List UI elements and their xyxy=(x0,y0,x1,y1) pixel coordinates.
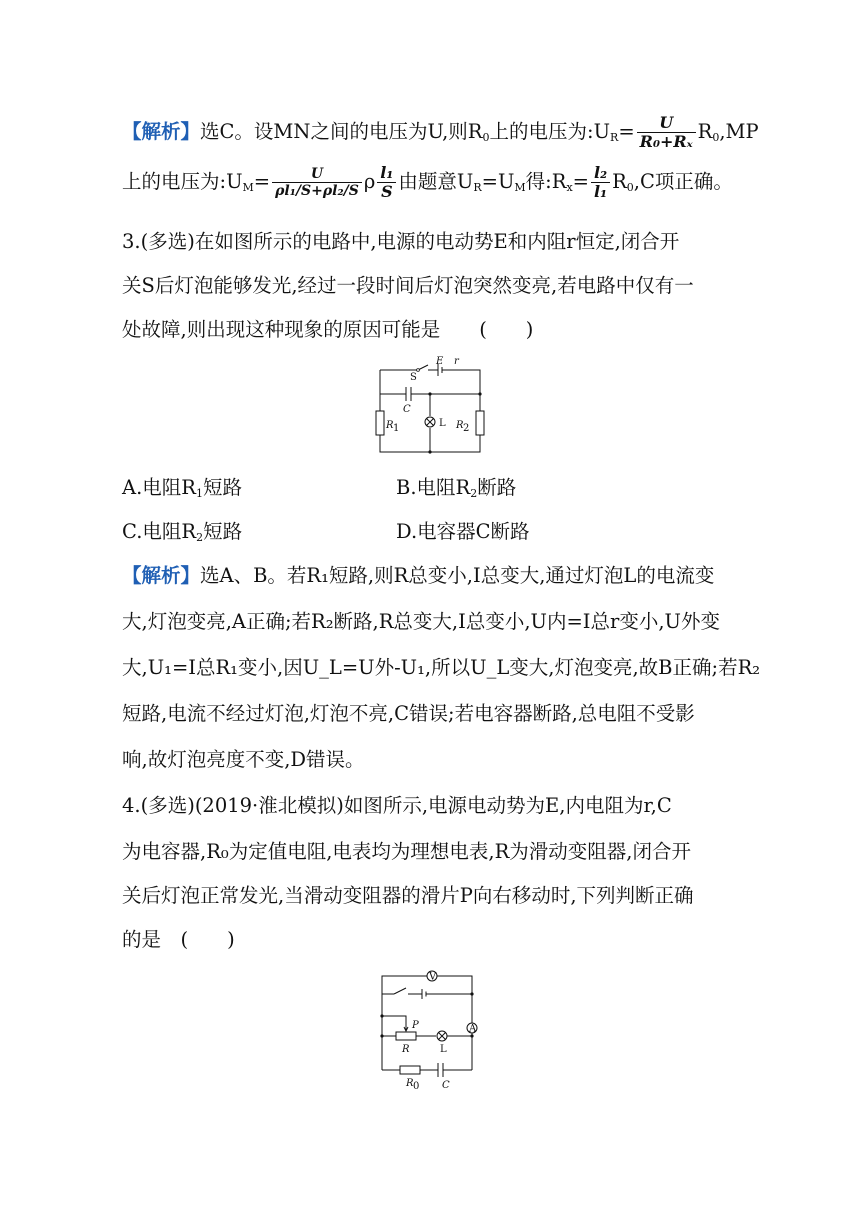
label-r: r xyxy=(454,356,459,367)
q3-stem-line-3: 处故障,则出现这种现象的原因可能是 ( ) xyxy=(122,318,534,341)
label-r2-sub: 2 xyxy=(463,423,470,434)
analysis-tag: 【解析】 xyxy=(122,120,201,143)
label-e: E xyxy=(436,356,444,367)
label-l: L xyxy=(439,418,446,429)
option-d: D.电容器C断路 xyxy=(396,520,530,543)
q4-circuit-diagram xyxy=(372,966,492,1090)
q3-analysis-line-2: 大,灯泡变亮,A正确;若R₂断路,R总变大,I总变小,U内=I总r变小,U外变 xyxy=(122,610,720,633)
q4-stem-line-3: 关后灯泡正常发光,当滑动变阻器的滑片P向右移动时,下列判断正确 xyxy=(122,884,694,907)
label-r0: R xyxy=(406,1078,414,1089)
q3-stem-line-2: 关S后灯泡能够发光,经过一段时间后灯泡突然变亮,若电路中仅有一 xyxy=(122,274,694,297)
q4-stem-line-4: 的是 ( ) xyxy=(122,928,235,951)
q3-circuit-diagram xyxy=(370,356,490,460)
fraction-l1-over-s: $\frac{\text{l₁}}{S}$ xyxy=(377,164,396,201)
option-c: C.电阻$R_2$短路 xyxy=(122,520,243,544)
label-r1-sub: 1 xyxy=(393,423,400,434)
analysis-tag: 【解析】 xyxy=(122,564,201,587)
q2-analysis-line-2: 上的电压为$:U_M=$ $\frac{U}{\text{ρl₁/S+ρl₂/S}}$ ρ $\frac{\text{l₁}}{S}$ 由题意$U_R=U_M$得$:R_x=$ $\frac{\text{l₂}}{\text{l₁}}$ $R_0,C$项正确。 xyxy=(122,163,733,201)
q3-analysis-line-4: 短路,电流不经过灯泡,灯泡不亮,C错误;若电容器断路,总电阻不受影 xyxy=(122,702,695,725)
label-ammeter: A xyxy=(469,1023,477,1035)
q3-analysis-line-5: 响,故灯泡亮度不变,D错误。 xyxy=(122,748,365,771)
option-a: A.电阻$R_1$短路 xyxy=(122,476,242,500)
q3-analysis-line-1: 【解析】选A、B。若R₁短路,则R总变小,I总变大,通过灯泡L的电流变 xyxy=(122,564,715,587)
q4-stem-line-2: 为电容器,R₀为定值电阻,电表均为理想电表,R为滑动变阻器,闭合开 xyxy=(122,840,691,863)
q4-stem-line-1: 4.(多选)(2019·淮北模拟)如图所示,电源电动势为E,内电阻为r,C xyxy=(122,794,672,817)
label-c: C xyxy=(403,404,411,415)
fraction-u-over-r0-rx: $\frac{U}{\text{R₀+Rₓ}}$ xyxy=(637,114,696,151)
fraction-l2-over-l1: $\frac{\text{l₂}}{\text{l₁}}$ xyxy=(591,164,610,201)
label-l: L xyxy=(440,1044,447,1055)
label-r: R xyxy=(402,1044,410,1055)
label-s: S xyxy=(410,372,417,383)
label-r0-sub: 0 xyxy=(413,1081,420,1090)
label-voltmeter: V xyxy=(429,971,437,983)
label-p: P xyxy=(412,1020,419,1031)
q3-analysis-line-3: 大,U₁=I总R₁变小,因U_L=U外-U₁,所以U_L变大,灯泡变亮,故B正确;若R₂ xyxy=(122,656,761,679)
option-b: B.电阻$R_2$断路 xyxy=(396,476,517,500)
q3-stem-line-1: 3.(多选)在如图所示的电路中,电源的电动势E和内阻r恒定,闭合开 xyxy=(122,230,680,253)
fraction-u-over-rho-sum: $\frac{U}{\text{ρl₁/S+ρl₂/S}}$ xyxy=(272,166,362,199)
label-c: C xyxy=(442,1080,450,1090)
q2-analysis-line-1: 【解析】选C。设MN之间的电压为U,则$R_0$上的电压为$:U_R=$ $\frac{U}{\text{R₀+Rₓ}}$ $R_0,MP$ xyxy=(122,113,759,151)
label-r1: R xyxy=(386,420,394,431)
label-r2: R xyxy=(456,420,464,431)
